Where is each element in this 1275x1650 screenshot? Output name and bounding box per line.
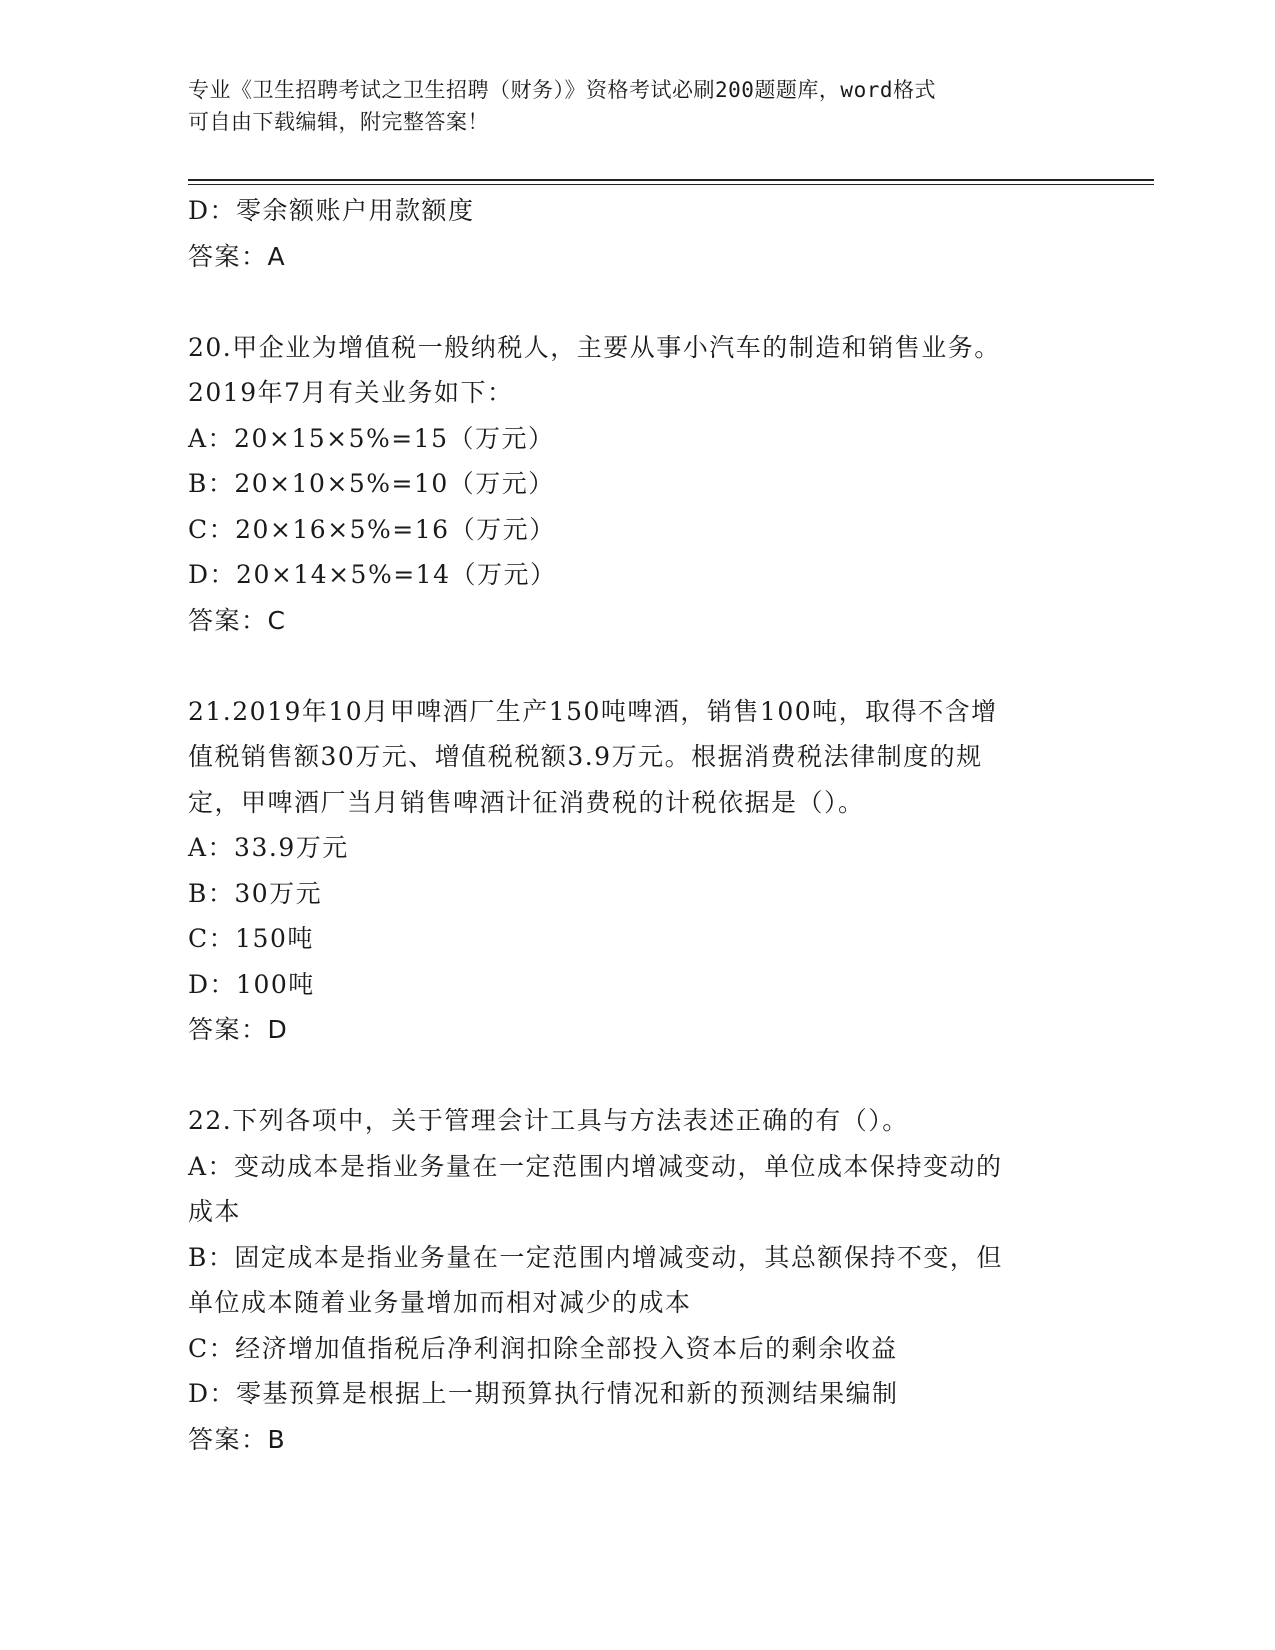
- question-block-20: [188, 325, 1088, 644]
- option-b: B：30万元: [188, 878, 323, 908]
- question-stem: 值税销售额30万元、增值税税额3.9万元。根据消费税法律制度的规: [188, 742, 983, 771]
- answer-line: 答案：D: [188, 1015, 289, 1044]
- option-c: C：经济增加值指税后净利润扣除全部投入资本后的剩余收益: [188, 1333, 898, 1363]
- option-a-continued: 成本: [188, 1197, 242, 1226]
- option-d: D：零余额账户用款额度: [188, 196, 475, 225]
- option-b: B：20×10×5%=10（万元）: [188, 469, 555, 498]
- header-title-line-1: 专业《卫生招聘考试之卫生招聘（财务）》资格考试必刷200题题库，word格式: [188, 78, 936, 102]
- option-b-continued: 单位成本随着业务量增加而相对减少的成本: [188, 1288, 692, 1317]
- document-body: [188, 188, 1088, 1462]
- option-a: A：33.9万元: [188, 833, 349, 862]
- question-block-22: [188, 1098, 1088, 1462]
- header-title-line-2: 可自由下载编辑，附完整答案！: [188, 110, 489, 134]
- option-c: C：20×16×5%=16（万元）: [188, 514, 556, 544]
- spacer: [188, 643, 1088, 689]
- spacer: [188, 279, 1088, 325]
- spacer: [188, 1053, 1088, 1099]
- option-a: A：20×15×5%=15（万元）: [188, 423, 555, 453]
- option-b: B：固定成本是指业务量在一定范围内增减变动，其总额保持不变，但: [188, 1242, 1003, 1272]
- option-d: D：100吨: [188, 969, 315, 999]
- question-stem: 20.甲企业为增值税一般纳税人，主要从事小汽车的制造和销售业务。: [188, 332, 1001, 362]
- document-header: [188, 74, 1068, 138]
- answer-line: 答案：A: [188, 241, 287, 271]
- question-block-19-tail: [188, 188, 1088, 279]
- question-stem: 2019年7月有关业务如下：: [188, 378, 514, 407]
- header-divider-thin: [188, 184, 1154, 185]
- option-c: C：150吨: [188, 924, 314, 953]
- header-divider-thick: [188, 179, 1154, 181]
- question-block-21: [188, 689, 1088, 1053]
- question-stem: 定，甲啤酒厂当月销售啤酒计征消费税的计税依据是（）。: [188, 787, 865, 817]
- answer-line: 答案：B: [188, 1424, 287, 1454]
- option-a: A：变动成本是指业务量在一定范围内增减变动，单位成本保持变动的: [188, 1151, 1003, 1181]
- option-d: D：20×14×5%=14（万元）: [188, 560, 557, 589]
- question-stem: 21.2019年10月甲啤酒厂生产150吨啤酒，销售100吨，取得不含增: [188, 696, 998, 726]
- answer-line: 答案：C: [188, 605, 287, 635]
- question-stem: 22.下列各项中，关于管理会计工具与方法表述正确的有（）。: [188, 1106, 909, 1135]
- option-d: D：零基预算是根据上一期预算执行情况和新的预测结果编制: [188, 1379, 899, 1408]
